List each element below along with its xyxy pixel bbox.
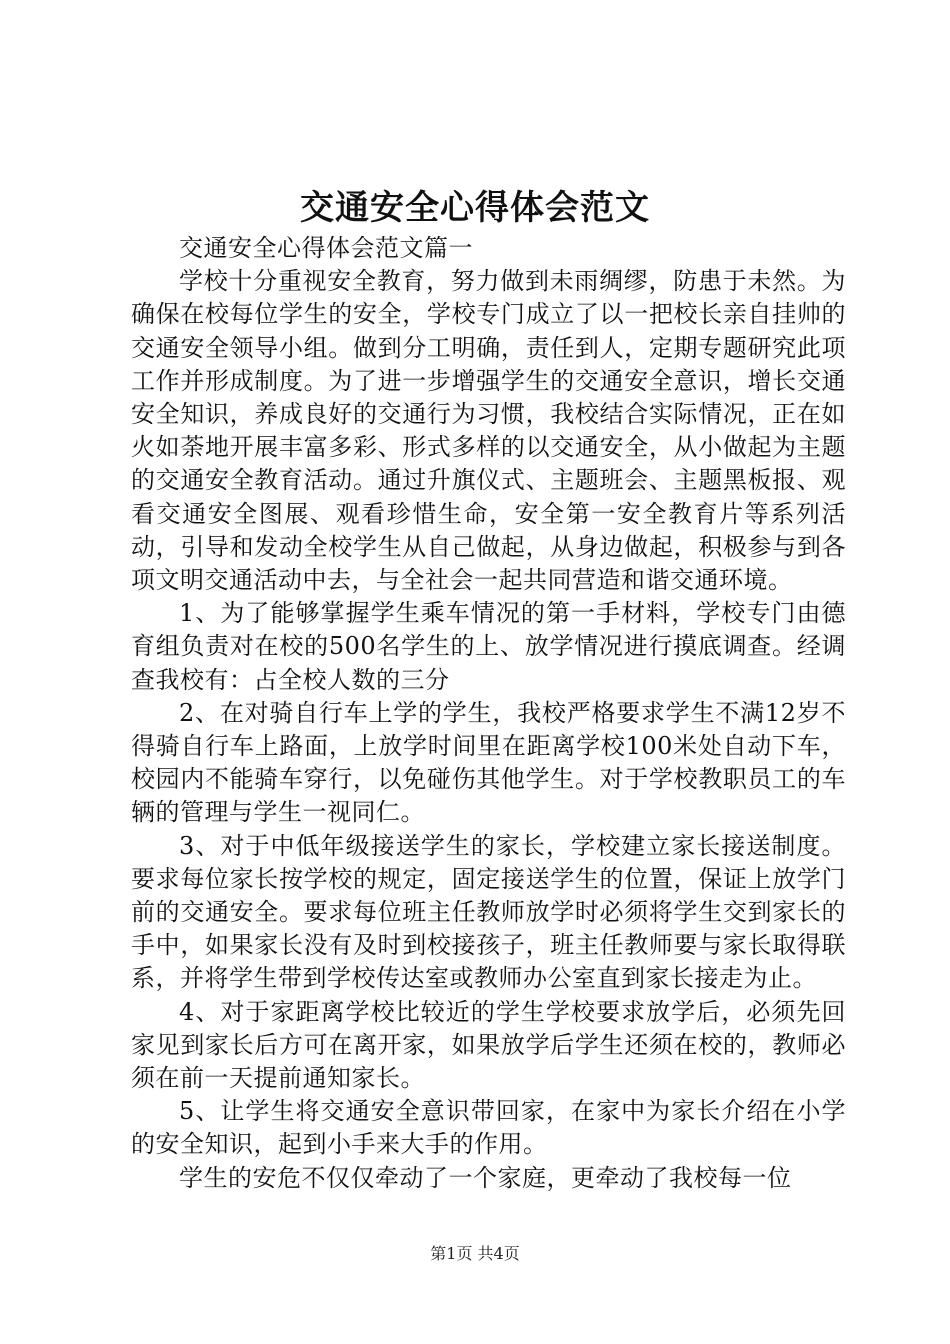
paragraph-item-4: 4、对于家距离学校比较近的学生学校要求放学后，必须先回家见到家长后方可在离开家，如果放学后学生还须在校的，教师必须在前一天提前通知家长。 xyxy=(131,997,846,1093)
paragraph-item-1: 1、为了能够掌握学生乘车情况的第一手材料，学校专门由德育组负责对在校的500名学生的上、放学情况进行摸底调查。经调查我校有：占全校人数的三分 xyxy=(131,599,846,694)
paragraph-item-3: 3、对于中低年级接送学生的家长，学校建立家长接送制度。要求每位家长按学校的规定，固定接送学生的位置，保证上放学门前的交通安全。要求每位班主任教师放学时必须将学生交到家长的手中，如果家长没有及时到校接孩子，班主任教师要与家长取得联系，并将学生带到学校传达室或教师办公室直到家长接走为止。 xyxy=(131,831,846,993)
paragraph-closing: 学生的安危不仅仅牵动了一个家庭，更牵动了我校每一位 xyxy=(179,1163,792,1192)
page-footer: 第1页 共4页 xyxy=(430,1244,520,1263)
paragraph-item-5: 5、让学生将交通安全意识带回家，在家中为家长介绍在小学的安全知识，起到小手来大手的作用。 xyxy=(131,1097,846,1159)
paragraph-item-2: 2、在对骑自行车上学的学生，我校严格要求学生不满12岁不得骑自行车上路面，上放学时间里在距离学校100米处自动下车，校园内不能骑车穿行，以免碰伤其他学生。对于学校教职员工的车辆的管理与学生一视同仁。 xyxy=(131,698,846,827)
paragraph-intro: 学校十分重视安全教育，努力做到未雨绸缪，防患于未然。为确保在校每位学生的安全，学校专门成立了以一把校长亲自挂帅的交通安全领导小组。做到分工明确，责任到人，定期专题研究此项工作并形成制度。为了进一步增强学生的交通安全意识，增长交通安全知识，养成良好的交通行为习惯，我校结合实际情况，正在如火如荼地开展丰富多彩、形式多样的以交通安全，从小做起为主题的交通安全教育活动。通过升旗仪式、主题班会、主题黑板报、观看交通安全图展、观看珍惜生命，安全第一安全教育片等系列活动，引导和发动全校学生从自己做起，从身边做起，积极参与到各项文明交通活动中去，与全社会一起共同营造和谐交通环境。 xyxy=(131,267,846,595)
document-body xyxy=(131,232,846,1195)
section-heading: 交通安全心得体会范文篇一 xyxy=(179,234,473,262)
document-title: 交通安全心得体会范文 xyxy=(300,188,650,228)
